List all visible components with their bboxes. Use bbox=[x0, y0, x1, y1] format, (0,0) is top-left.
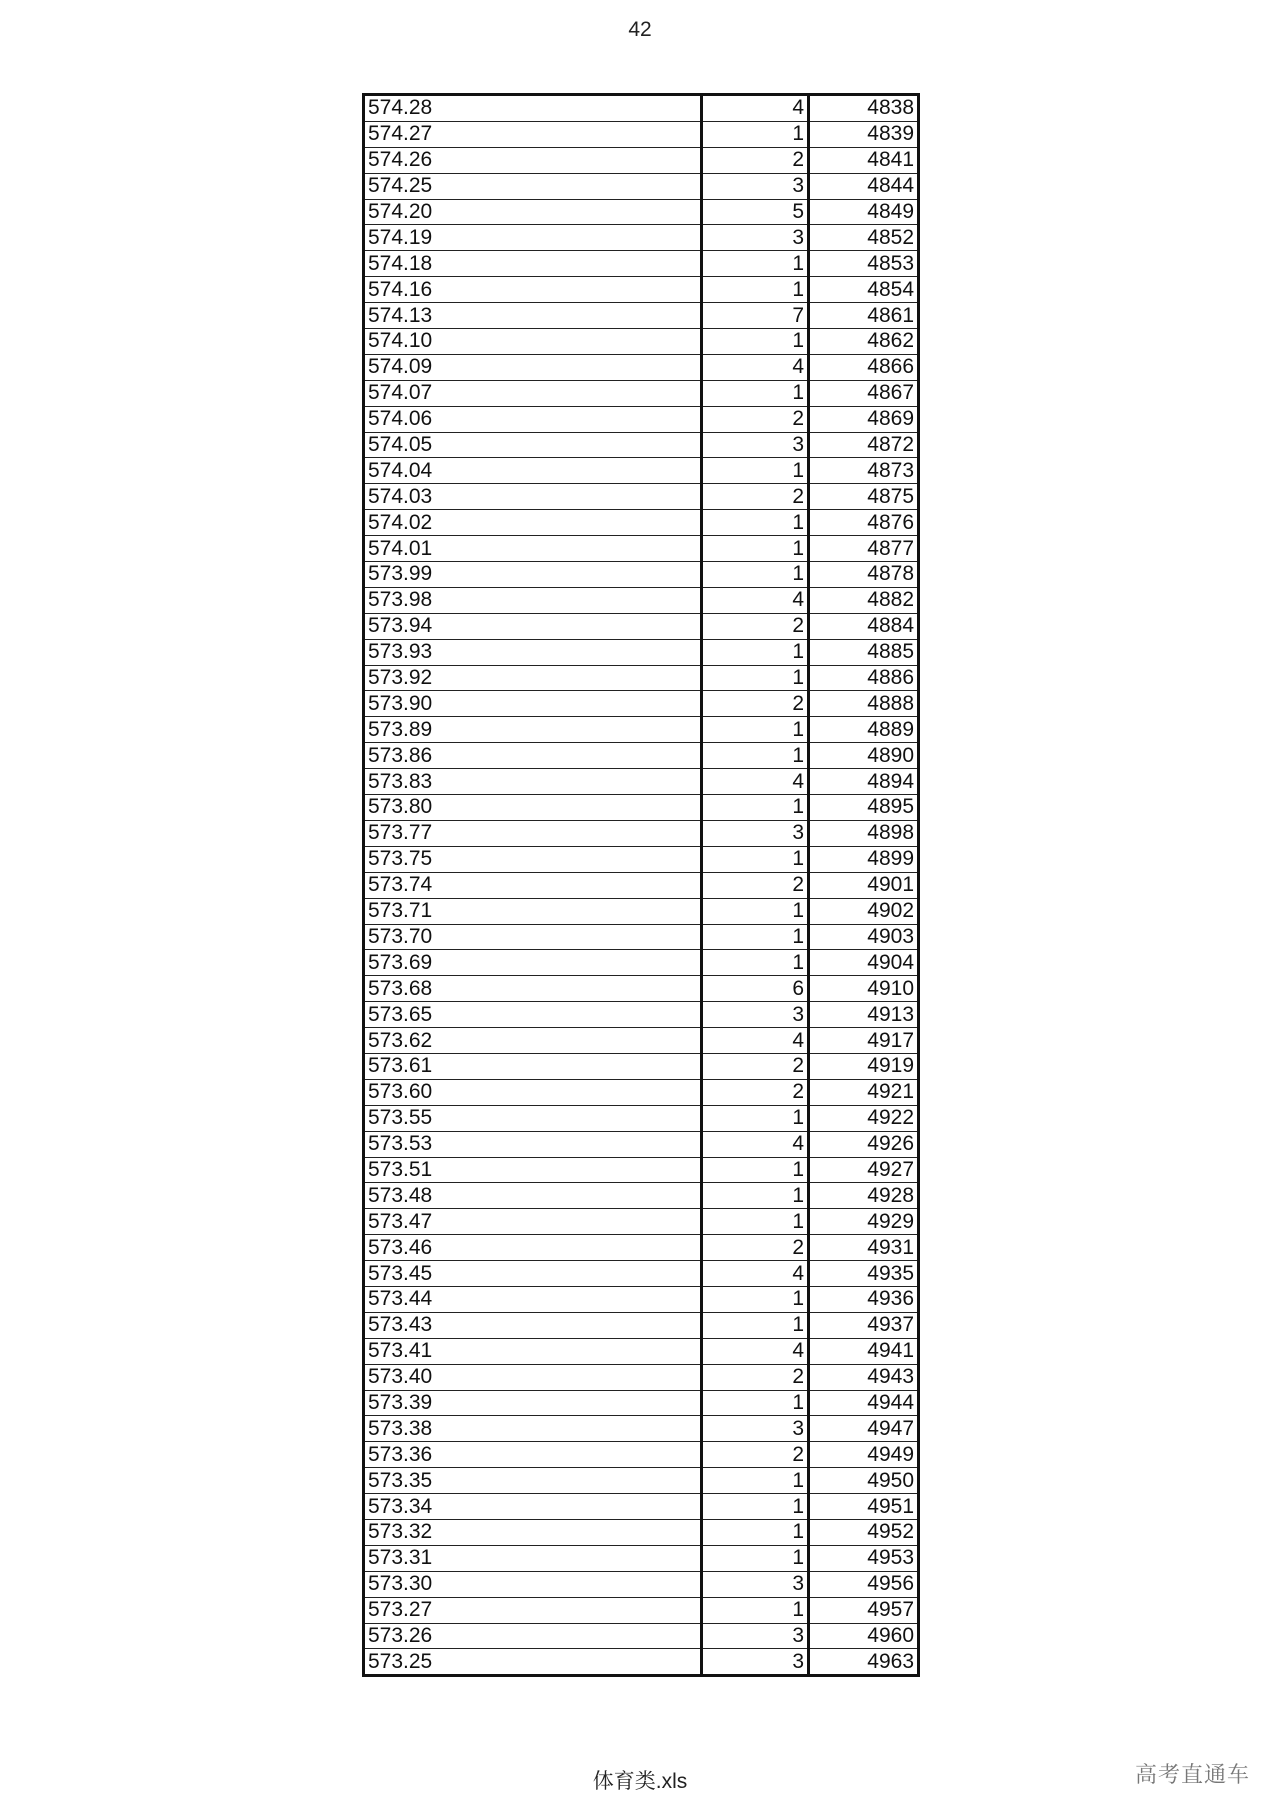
count-cell: 1 bbox=[702, 1312, 809, 1338]
table-row bbox=[364, 743, 919, 769]
count-cell: 6 bbox=[702, 976, 809, 1002]
count-cell: 3 bbox=[702, 225, 809, 251]
table-row bbox=[364, 147, 919, 173]
count-cell: 1 bbox=[702, 1157, 809, 1183]
table-row bbox=[364, 1545, 919, 1571]
score-cell: 573.31 bbox=[364, 1545, 702, 1571]
count-cell: 1 bbox=[702, 1545, 809, 1571]
score-cell: 573.68 bbox=[364, 976, 702, 1002]
count-cell: 1 bbox=[702, 1519, 809, 1545]
table-row bbox=[364, 562, 919, 588]
score-cell: 573.43 bbox=[364, 1312, 702, 1338]
table-row bbox=[364, 406, 919, 432]
table-row bbox=[364, 1390, 919, 1416]
table-row bbox=[364, 458, 919, 484]
table-row bbox=[364, 484, 919, 510]
score-cell: 573.71 bbox=[364, 898, 702, 924]
score-cell: 573.90 bbox=[364, 691, 702, 717]
count-cell: 2 bbox=[702, 691, 809, 717]
count-cell: 1 bbox=[702, 121, 809, 147]
table-row bbox=[364, 691, 919, 717]
score-cell: 573.39 bbox=[364, 1390, 702, 1416]
rank-cell: 4866 bbox=[809, 354, 919, 380]
count-cell: 1 bbox=[702, 251, 809, 277]
score-cell: 573.46 bbox=[364, 1235, 702, 1261]
count-cell: 1 bbox=[702, 950, 809, 976]
table-row bbox=[364, 173, 919, 199]
rank-cell: 4849 bbox=[809, 199, 919, 225]
count-cell: 4 bbox=[702, 587, 809, 613]
score-cell: 574.20 bbox=[364, 199, 702, 225]
rank-cell: 4888 bbox=[809, 691, 919, 717]
count-cell: 1 bbox=[702, 665, 809, 691]
count-cell: 1 bbox=[702, 510, 809, 536]
count-cell: 3 bbox=[702, 173, 809, 199]
rank-cell: 4926 bbox=[809, 1131, 919, 1157]
score-cell: 574.06 bbox=[364, 406, 702, 432]
table-row bbox=[364, 277, 919, 303]
score-cell: 573.47 bbox=[364, 1209, 702, 1235]
score-cell: 573.61 bbox=[364, 1053, 702, 1079]
score-cell: 574.18 bbox=[364, 251, 702, 277]
rank-cell: 4910 bbox=[809, 976, 919, 1002]
count-cell: 3 bbox=[702, 1416, 809, 1442]
table-row bbox=[364, 1597, 919, 1623]
count-cell: 2 bbox=[702, 1442, 809, 1468]
rank-cell: 4898 bbox=[809, 820, 919, 846]
rank-cell: 4861 bbox=[809, 303, 919, 329]
score-cell: 574.04 bbox=[364, 458, 702, 484]
count-cell: 1 bbox=[702, 458, 809, 484]
count-cell: 3 bbox=[702, 820, 809, 846]
score-cell: 573.93 bbox=[364, 639, 702, 665]
count-cell: 1 bbox=[702, 1286, 809, 1312]
rank-cell: 4895 bbox=[809, 795, 919, 821]
count-cell: 1 bbox=[702, 536, 809, 562]
rank-cell: 4953 bbox=[809, 1545, 919, 1571]
table-row bbox=[364, 820, 919, 846]
count-cell: 2 bbox=[702, 406, 809, 432]
rank-cell: 4884 bbox=[809, 613, 919, 639]
table-row bbox=[364, 950, 919, 976]
rank-cell: 4886 bbox=[809, 665, 919, 691]
rank-cell: 4931 bbox=[809, 1235, 919, 1261]
score-cell: 573.34 bbox=[364, 1494, 702, 1520]
table-row bbox=[364, 717, 919, 743]
score-cell: 574.28 bbox=[364, 95, 702, 122]
count-cell: 4 bbox=[702, 95, 809, 122]
score-cell: 573.77 bbox=[364, 820, 702, 846]
count-cell: 4 bbox=[702, 769, 809, 795]
score-cell: 574.02 bbox=[364, 510, 702, 536]
score-cell: 574.27 bbox=[364, 121, 702, 147]
count-cell: 3 bbox=[702, 1623, 809, 1649]
count-cell: 4 bbox=[702, 1131, 809, 1157]
rank-cell: 4882 bbox=[809, 587, 919, 613]
score-cell: 574.25 bbox=[364, 173, 702, 199]
score-cell: 573.32 bbox=[364, 1519, 702, 1545]
table-row bbox=[364, 225, 919, 251]
rank-cell: 4935 bbox=[809, 1261, 919, 1287]
rank-cell: 4899 bbox=[809, 846, 919, 872]
score-cell: 573.60 bbox=[364, 1079, 702, 1105]
table-row bbox=[364, 872, 919, 898]
table-row bbox=[364, 95, 919, 122]
score-cell: 573.69 bbox=[364, 950, 702, 976]
count-cell: 1 bbox=[702, 846, 809, 872]
rank-cell: 4944 bbox=[809, 1390, 919, 1416]
score-cell: 573.48 bbox=[364, 1183, 702, 1209]
count-cell: 4 bbox=[702, 354, 809, 380]
rank-cell: 4867 bbox=[809, 380, 919, 406]
table-row bbox=[364, 329, 919, 355]
score-cell: 573.98 bbox=[364, 587, 702, 613]
table-row bbox=[364, 795, 919, 821]
count-cell: 4 bbox=[702, 1338, 809, 1364]
table-row bbox=[364, 1002, 919, 1028]
table-row bbox=[364, 1416, 919, 1442]
rank-cell: 4841 bbox=[809, 147, 919, 173]
count-cell: 1 bbox=[702, 1494, 809, 1520]
count-cell: 2 bbox=[702, 1235, 809, 1261]
rank-cell: 4838 bbox=[809, 95, 919, 122]
table-row bbox=[364, 1079, 919, 1105]
page-number: 42 bbox=[628, 18, 652, 41]
table-row bbox=[364, 639, 919, 665]
table-row bbox=[364, 380, 919, 406]
table-row bbox=[364, 846, 919, 872]
score-cell: 573.45 bbox=[364, 1261, 702, 1287]
rank-cell: 4885 bbox=[809, 639, 919, 665]
score-cell: 573.30 bbox=[364, 1571, 702, 1597]
count-cell: 1 bbox=[702, 1390, 809, 1416]
rank-cell: 4957 bbox=[809, 1597, 919, 1623]
rank-cell: 4937 bbox=[809, 1312, 919, 1338]
score-cell: 573.38 bbox=[364, 1416, 702, 1442]
rank-cell: 4873 bbox=[809, 458, 919, 484]
score-cell: 573.41 bbox=[364, 1338, 702, 1364]
score-cell: 574.13 bbox=[364, 303, 702, 329]
table-row bbox=[364, 1183, 919, 1209]
count-cell: 2 bbox=[702, 1079, 809, 1105]
rank-cell: 4927 bbox=[809, 1157, 919, 1183]
table-row bbox=[364, 1442, 919, 1468]
count-cell: 7 bbox=[702, 303, 809, 329]
table-row bbox=[364, 251, 919, 277]
score-cell: 573.80 bbox=[364, 795, 702, 821]
score-cell: 573.89 bbox=[364, 717, 702, 743]
score-cell: 573.62 bbox=[364, 1028, 702, 1054]
table-row bbox=[364, 924, 919, 950]
score-cell: 574.19 bbox=[364, 225, 702, 251]
table-body bbox=[364, 95, 919, 1676]
rank-cell: 4890 bbox=[809, 743, 919, 769]
rank-cell: 4929 bbox=[809, 1209, 919, 1235]
count-cell: 3 bbox=[702, 432, 809, 458]
rank-cell: 4922 bbox=[809, 1105, 919, 1131]
score-cell: 573.83 bbox=[364, 769, 702, 795]
table-row bbox=[364, 1209, 919, 1235]
count-cell: 1 bbox=[702, 924, 809, 950]
score-cell: 574.09 bbox=[364, 354, 702, 380]
count-cell: 1 bbox=[702, 1183, 809, 1209]
rank-cell: 4947 bbox=[809, 1416, 919, 1442]
count-cell: 2 bbox=[702, 1053, 809, 1079]
table-row bbox=[364, 303, 919, 329]
count-cell: 1 bbox=[702, 562, 809, 588]
count-cell: 1 bbox=[702, 380, 809, 406]
rank-cell: 4869 bbox=[809, 406, 919, 432]
score-cell: 574.05 bbox=[364, 432, 702, 458]
rank-cell: 4894 bbox=[809, 769, 919, 795]
table-row bbox=[364, 665, 919, 691]
score-cell: 573.53 bbox=[364, 1131, 702, 1157]
table-row bbox=[364, 1053, 919, 1079]
count-cell: 3 bbox=[702, 1002, 809, 1028]
table-row bbox=[364, 587, 919, 613]
rank-cell: 4921 bbox=[809, 1079, 919, 1105]
score-cell: 573.86 bbox=[364, 743, 702, 769]
table-row bbox=[364, 1338, 919, 1364]
table-row bbox=[364, 1519, 919, 1545]
count-cell: 1 bbox=[702, 717, 809, 743]
rank-cell: 4949 bbox=[809, 1442, 919, 1468]
score-cell: 574.16 bbox=[364, 277, 702, 303]
rank-cell: 4877 bbox=[809, 536, 919, 562]
rank-cell: 4950 bbox=[809, 1468, 919, 1494]
rank-cell: 4943 bbox=[809, 1364, 919, 1390]
rank-cell: 4902 bbox=[809, 898, 919, 924]
rank-cell: 4928 bbox=[809, 1183, 919, 1209]
count-cell: 4 bbox=[702, 1028, 809, 1054]
score-cell: 573.74 bbox=[364, 872, 702, 898]
table-row bbox=[364, 1649, 919, 1676]
rank-cell: 4919 bbox=[809, 1053, 919, 1079]
rank-cell: 4936 bbox=[809, 1286, 919, 1312]
rank-cell: 4872 bbox=[809, 432, 919, 458]
rank-cell: 4956 bbox=[809, 1571, 919, 1597]
table-row bbox=[364, 1468, 919, 1494]
score-cell: 573.25 bbox=[364, 1649, 702, 1676]
count-cell: 1 bbox=[702, 277, 809, 303]
table-row bbox=[364, 1364, 919, 1390]
rank-cell: 4852 bbox=[809, 225, 919, 251]
rank-cell: 4875 bbox=[809, 484, 919, 510]
score-cell: 573.36 bbox=[364, 1442, 702, 1468]
rank-cell: 4876 bbox=[809, 510, 919, 536]
score-cell: 573.92 bbox=[364, 665, 702, 691]
table-row bbox=[364, 510, 919, 536]
table-row bbox=[364, 1261, 919, 1287]
score-cell: 573.40 bbox=[364, 1364, 702, 1390]
count-cell: 2 bbox=[702, 613, 809, 639]
count-cell: 1 bbox=[702, 1468, 809, 1494]
rank-cell: 4917 bbox=[809, 1028, 919, 1054]
rank-cell: 4839 bbox=[809, 121, 919, 147]
count-cell: 1 bbox=[702, 898, 809, 924]
count-cell: 2 bbox=[702, 147, 809, 173]
rank-cell: 4913 bbox=[809, 1002, 919, 1028]
rank-cell: 4854 bbox=[809, 277, 919, 303]
rank-cell: 4941 bbox=[809, 1338, 919, 1364]
count-cell: 5 bbox=[702, 199, 809, 225]
score-cell: 573.55 bbox=[364, 1105, 702, 1131]
count-cell: 1 bbox=[702, 795, 809, 821]
table-row bbox=[364, 613, 919, 639]
score-cell: 573.75 bbox=[364, 846, 702, 872]
table-row bbox=[364, 1105, 919, 1131]
table-row bbox=[364, 199, 919, 225]
score-cell: 573.99 bbox=[364, 562, 702, 588]
score-cell: 573.44 bbox=[364, 1286, 702, 1312]
count-cell: 1 bbox=[702, 1105, 809, 1131]
score-cell: 574.10 bbox=[364, 329, 702, 355]
table-row bbox=[364, 536, 919, 562]
rank-cell: 4952 bbox=[809, 1519, 919, 1545]
score-cell: 574.01 bbox=[364, 536, 702, 562]
count-cell: 1 bbox=[702, 639, 809, 665]
score-cell: 573.70 bbox=[364, 924, 702, 950]
rank-cell: 4951 bbox=[809, 1494, 919, 1520]
count-cell: 1 bbox=[702, 1597, 809, 1623]
rank-cell: 4904 bbox=[809, 950, 919, 976]
score-cell: 573.51 bbox=[364, 1157, 702, 1183]
count-cell: 3 bbox=[702, 1649, 809, 1676]
score-cell: 574.26 bbox=[364, 147, 702, 173]
rank-cell: 4878 bbox=[809, 562, 919, 588]
table-row bbox=[364, 1131, 919, 1157]
rank-cell: 4903 bbox=[809, 924, 919, 950]
count-cell: 4 bbox=[702, 1261, 809, 1287]
rank-cell: 4889 bbox=[809, 717, 919, 743]
table-row bbox=[364, 354, 919, 380]
rank-cell: 4901 bbox=[809, 872, 919, 898]
score-cell: 573.65 bbox=[364, 1002, 702, 1028]
table-row bbox=[364, 976, 919, 1002]
score-cell: 573.94 bbox=[364, 613, 702, 639]
table-row bbox=[364, 1494, 919, 1520]
rank-cell: 4853 bbox=[809, 251, 919, 277]
score-cell: 573.27 bbox=[364, 1597, 702, 1623]
rank-cell: 4862 bbox=[809, 329, 919, 355]
rank-cell: 4844 bbox=[809, 173, 919, 199]
table-row bbox=[364, 1235, 919, 1261]
table-row bbox=[364, 1312, 919, 1338]
count-cell: 2 bbox=[702, 484, 809, 510]
table-row bbox=[364, 1623, 919, 1649]
count-cell: 1 bbox=[702, 1209, 809, 1235]
score-table bbox=[362, 93, 920, 1677]
table-row bbox=[364, 1028, 919, 1054]
score-cell: 574.03 bbox=[364, 484, 702, 510]
table-row bbox=[364, 1571, 919, 1597]
rank-cell: 4960 bbox=[809, 1623, 919, 1649]
watermark: 高考直通车 bbox=[1134, 1762, 1250, 1787]
table-row bbox=[364, 769, 919, 795]
table-row bbox=[364, 432, 919, 458]
count-cell: 1 bbox=[702, 743, 809, 769]
score-cell: 573.35 bbox=[364, 1468, 702, 1494]
table-row bbox=[364, 121, 919, 147]
table-row bbox=[364, 898, 919, 924]
score-cell: 574.07 bbox=[364, 380, 702, 406]
count-cell: 2 bbox=[702, 1364, 809, 1390]
count-cell: 3 bbox=[702, 1571, 809, 1597]
count-cell: 1 bbox=[702, 329, 809, 355]
footer-filename: 体育类.xls bbox=[592, 1770, 688, 1793]
score-cell: 573.26 bbox=[364, 1623, 702, 1649]
table-row bbox=[364, 1157, 919, 1183]
table-row bbox=[364, 1286, 919, 1312]
rank-cell: 4963 bbox=[809, 1649, 919, 1676]
count-cell: 2 bbox=[702, 872, 809, 898]
